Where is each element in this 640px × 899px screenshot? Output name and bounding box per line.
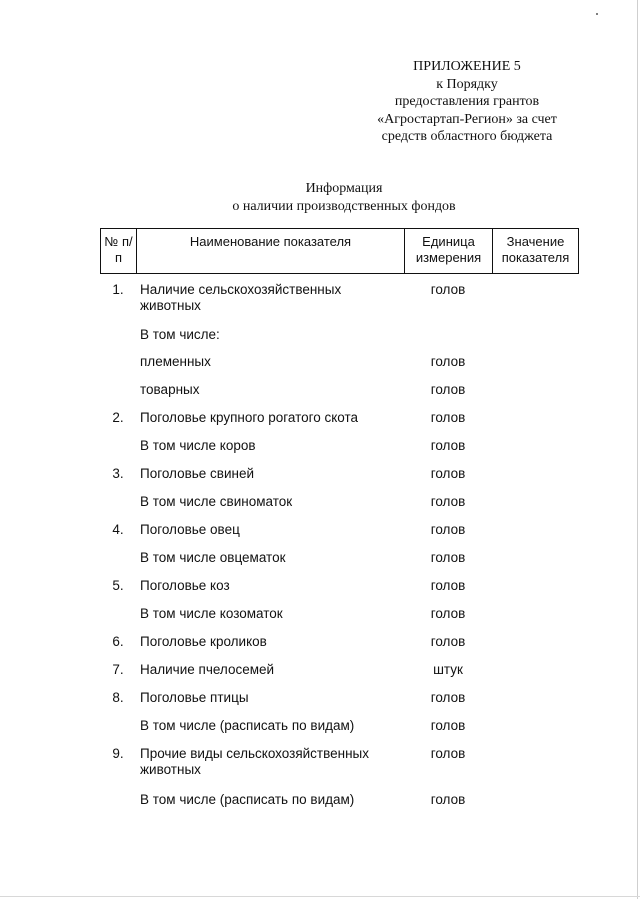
table-row (100, 550, 578, 578)
row-unit: голов (430, 410, 466, 425)
row-name: Наличие пчелосемей (140, 662, 275, 677)
row-name: Наличие сельскохозяйственных животных (140, 282, 342, 313)
row-name: Поголовье крупного рогатого скота (140, 410, 359, 425)
row-unit: голов (430, 354, 466, 369)
table-row (100, 466, 578, 494)
appendix-line: к Порядку (436, 76, 498, 92)
row-number: 5. (112, 578, 124, 593)
row-name: Поголовье овец (140, 522, 240, 537)
scan-speck (596, 13, 598, 15)
row-unit: голов (430, 438, 466, 453)
row-name: Поголовье птицы (140, 690, 249, 705)
row-name: Поголовье кроликов (140, 634, 267, 649)
header-value: Значение показателя (493, 229, 579, 274)
row-number: 9. (112, 746, 124, 761)
row-name: Поголовье свиней (140, 466, 255, 481)
row-unit: штук (433, 662, 463, 677)
table-row (100, 690, 578, 718)
row-unit: голов (430, 466, 466, 481)
table-row (100, 718, 578, 746)
row-unit: голов (430, 578, 466, 593)
row-number: 7. (112, 662, 124, 677)
header-num: № п/п (101, 229, 137, 274)
appendix-line: средств областного бюджета (381, 129, 553, 144)
appendix-line: «Агростартап-Регион» за счет (377, 111, 557, 127)
header-row (101, 229, 579, 274)
row-number: 6. (112, 634, 124, 649)
row-name: Поголовье коз (140, 578, 230, 593)
row-unit: голов (430, 550, 466, 565)
title-line-2: о наличии производственных фондов (232, 198, 456, 214)
row-unit: голов (430, 606, 466, 621)
table-row (100, 662, 578, 690)
page-edge-bottom (0, 896, 640, 897)
page-edge-right (637, 0, 638, 899)
row-name: племенных (140, 354, 211, 369)
table-row (100, 578, 578, 606)
row-unit: голов (430, 282, 466, 297)
table-row (100, 746, 578, 792)
table-header (100, 228, 579, 274)
row-name: В том числе свиноматок (140, 494, 293, 509)
row-name: Прочие виды сельскохозяйственных животных (140, 746, 370, 777)
row-unit: голов (430, 382, 466, 397)
header-name: Наименование показателя (137, 229, 405, 274)
appendix-line: ПРИЛОЖЕНИЕ 5 (413, 59, 521, 74)
appendix-block (340, 58, 594, 146)
table-row (100, 522, 578, 550)
row-unit: голов (430, 494, 466, 509)
table-row (100, 792, 578, 820)
row-unit: голов (430, 690, 466, 705)
appendix-line: предоставления грантов (394, 94, 540, 109)
row-unit: голов (430, 634, 466, 649)
row-name: В том числе: (140, 327, 220, 342)
table-row (100, 327, 578, 354)
table-row (100, 354, 578, 382)
table-row (100, 410, 578, 438)
table-row (100, 282, 578, 327)
row-number: 2. (112, 410, 124, 425)
row-number: 1. (112, 282, 124, 297)
row-unit: голов (430, 746, 466, 761)
row-unit: голов (430, 718, 466, 733)
document-title (150, 180, 538, 215)
row-name: В том числе козоматок (140, 606, 283, 621)
table-row (100, 382, 578, 410)
row-unit: голов (430, 792, 466, 807)
row-name: В том числе (расписать по видам) (140, 718, 355, 733)
row-number: 4. (112, 522, 124, 537)
table-row (100, 438, 578, 466)
row-unit: голов (430, 522, 466, 537)
table-body (100, 282, 578, 820)
row-number: 3. (112, 466, 124, 481)
row-name: В том числе (расписать по видам) (140, 792, 355, 807)
table-row (100, 606, 578, 634)
title-line-1: Информация (305, 181, 383, 196)
row-name: В том числе коров (140, 438, 256, 453)
table-row (100, 494, 578, 522)
header-unit: Единица измерения (405, 229, 493, 274)
row-number: 8. (112, 690, 124, 705)
table-row (100, 634, 578, 662)
row-name: В том числе овцематок (140, 550, 286, 565)
row-name: товарных (140, 382, 200, 397)
